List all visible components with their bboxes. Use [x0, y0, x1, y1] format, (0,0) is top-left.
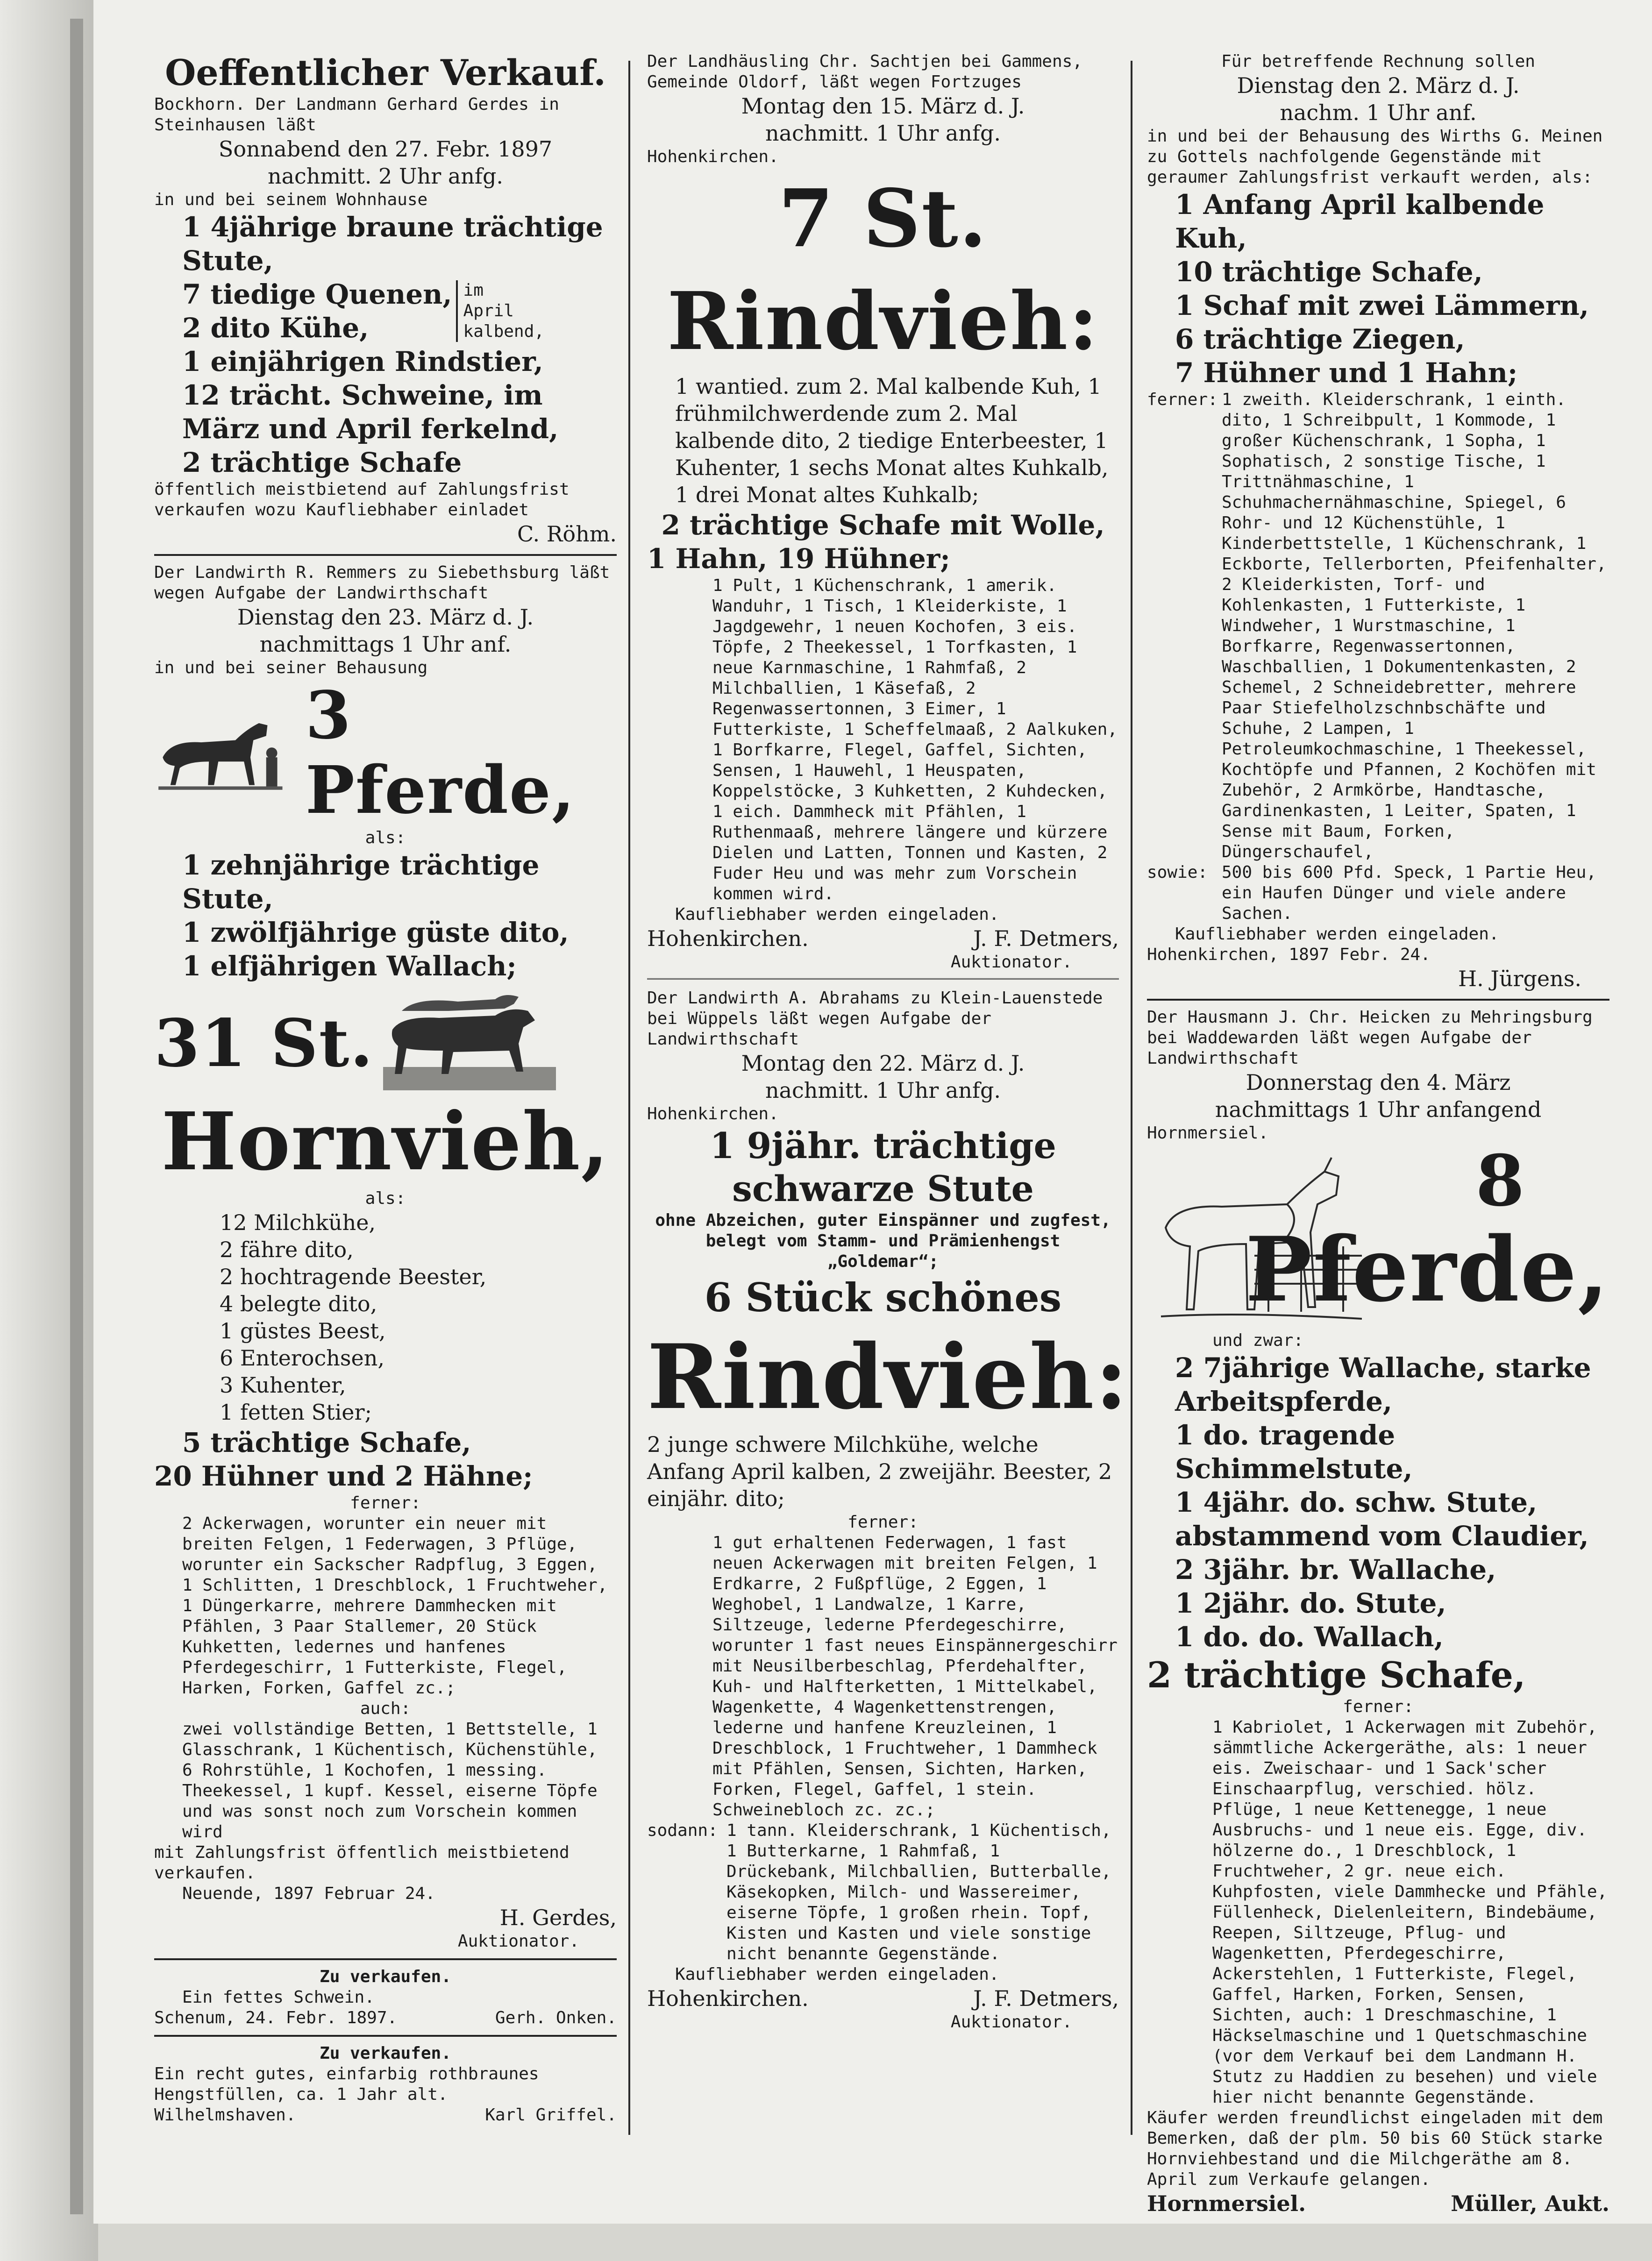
list-item: 1 Schaf mit zwei Lämmern,	[1175, 290, 1589, 321]
ad-heicken	[1147, 1007, 1609, 2217]
ad-juergens	[1147, 51, 1609, 992]
list-item: 1 fetten Stier;	[220, 1400, 372, 1425]
ad-date: Dienstag den 2. März d. J.	[1237, 73, 1520, 98]
horse-illustration	[154, 706, 287, 800]
list-item: 2 dito Kühe,	[182, 312, 369, 344]
place-date: Hohenkirchen, 1897 Febr. 24.	[1147, 945, 1431, 964]
list-item: 7 tiedige Quenen,	[182, 278, 452, 310]
ad-intro: Der Landwirth A. Abrahams zu Klein-Lauenstede bei Wüppels läßt wegen Aufgabe der Landwirthschaft	[647, 988, 1103, 1049]
list-item: 1 do. do. Wallach,	[1175, 1621, 1444, 1653]
list-item: 1 2jähr. do. Stute,	[1175, 1587, 1446, 1619]
sowie-text: 500 bis 600 Pfd. Speck, 1 Partie Heu, ein Haufen Dünger und viele andere Sachen.	[1222, 863, 1596, 923]
cattle-count: 6 Stück schönes	[704, 1274, 1062, 1321]
als-label: als:	[365, 828, 406, 847]
ferner-label: ferner:	[350, 1493, 421, 1513]
list-item: 1 güstes Beest,	[220, 1318, 386, 1344]
auch-text: zwei vollständige Betten, 1 Bettstelle, 1 Glasschrank, 1 Küchentisch, Küchenstühle, 6 Rohrstühle, 1 Kochofen, 1 messing. Theekessel, 1 kupf. Kessel, eiserne Töpfe und was sonst noch zum Vorschein kommen wird	[182, 1720, 598, 1842]
ferner-text: 1 gut erhaltenen Federwagen, 1 fast neuen Ackerwagen mit breiten Felgen, 1 Erdkarre, 2 Fußpflüge, 2 Eggen, 1 Weghobel, 1 Landwalze, 1 Karre, Siltzeuge, lederne Pferdegeschirre, worunter 1 fast neues Einspännergeschirr mit Neusilberbeschlag, Pferdehalfter, Kuh- und Halfterketten, 1 Mittelkabel, Wagenkette, 4 Wagenkettenstrengen, lederne und hanfene Kreuzleinen, 1 Dreschblock, 1 Fruchtweher, 1 Dammheck mit Pfählen, Sensen, Sichten, Harken, Forken, Flegel, Gaffel, 1 stein. Schweinebloch zc. zc.;	[712, 1533, 1118, 1820]
ad-text: Ein fettes Schwein.	[182, 1988, 375, 2007]
ad-title: Zu verkaufen.	[320, 1967, 451, 1986]
page-frame-rule	[70, 19, 83, 2214]
cattle-heading: Hornvieh,	[161, 1095, 610, 1188]
ad-time: nachm. 1 Uhr anf.	[1280, 100, 1477, 125]
ad-remmers	[154, 562, 617, 1952]
list-item: 20 Hühner und 2 Hähne;	[154, 1460, 533, 1492]
hens-line: 1 Hahn, 19 Hühner;	[647, 543, 950, 575]
ad-outro: mit Zahlungsfrist öffentlich meistbietend verkaufen.	[154, 1843, 570, 1883]
ad-place: in und bei der Behausung des Wirths G. Meinen zu Gottels nachfolgende Gegenstände mit geraumer Zahlungsfrist verkauft werden, als:	[1147, 127, 1603, 187]
place-date: Neuende, 1897 Februar 24.	[182, 1884, 435, 1903]
sowie-label: sowie:	[1147, 863, 1208, 882]
cattle-text: 1 wantied. zum 2. Mal kalbende Kuh, 1 frühmilchwerdende zum 2. Mal kalbende dito, 2 tiedige Enterbeester, 1 Kuhenter, 1 sechs Monat altes Kuhkalb, 1 drei Monat altes Kuhkalb;	[675, 374, 1109, 507]
list-item: 1 zwölfjährige güste dito,	[182, 917, 569, 948]
ad-abrahams	[647, 988, 1129, 2033]
signature-title: Auktionator.	[457, 1932, 579, 1951]
ad-place: Hohenkirchen.	[647, 1986, 809, 2011]
ad-place: in und bei seiner Behausung	[154, 658, 428, 677]
ad-date: Montag den 15. März d. J.	[741, 93, 1025, 119]
cattle-illustration	[374, 992, 561, 1095]
ad-zu-verkaufen-1	[154, 1967, 617, 2028]
list-item: 1 4jähr. do. schw. Stute, abstammend vom Claudier,	[1175, 1486, 1589, 1552]
ad-time: nachmitt. 1 Uhr anfg.	[765, 121, 1001, 146]
list-item: 1 einjährigen Rindstier,	[182, 346, 543, 377]
list-item: 1 do. tragende Schimmelstute,	[1175, 1419, 1413, 1485]
list-item: 1 4jährige braune trächtige Stute,	[182, 211, 603, 277]
list-item: 5 trächtige Schafe,	[182, 1427, 471, 1458]
ad-signature: Karl Griffel.	[485, 2105, 617, 2125]
signature-title: Auktionator.	[950, 2012, 1072, 2032]
ad-place: Hornmersiel.	[1147, 2191, 1306, 2216]
list-item: 1 elfjährigen Wallach;	[182, 950, 517, 982]
list-item: 12 Milchkühe,	[220, 1210, 376, 1235]
ferner-label: ferner:	[847, 1513, 919, 1532]
ad-signature: H. Gerdes,	[499, 1905, 617, 1930]
place-date: Schenum, 24. Febr. 1897.	[154, 2008, 398, 2027]
ad-signature: Gerh. Onken.	[495, 2008, 617, 2027]
ad-oeffentlicher-verkauf	[154, 51, 617, 547]
ad-place: in und bei seinem Wohnhause	[154, 190, 428, 209]
sheep-line: 2 trächtige Schafe,	[1147, 1654, 1526, 1696]
list-item: 6 trächtige Ziegen,	[1175, 323, 1465, 355]
ad-signature: H. Jürgens.	[1458, 966, 1581, 991]
column-rule	[628, 61, 630, 2135]
horses-heading: 3 Pferde,	[305, 677, 576, 829]
list-item: 12 trächt. Schweine, im März und April ferkelnd,	[182, 379, 559, 445]
ad-title: Oeffentlicher Verkauf.	[165, 52, 606, 93]
ad-text: Ein recht gutes, einfarbig rothbraunes Hengstfüllen, ca. 1 Jahr alt.	[154, 2064, 539, 2104]
list-item: 2 fähre dito,	[220, 1237, 354, 1262]
horses-heading: Pferde,	[1245, 1217, 1609, 1322]
als-label: als:	[365, 1189, 406, 1208]
list-item: 3 Kuhenter,	[220, 1372, 346, 1398]
ad-intro: Der Landwirth R. Remmers zu Siebethsburg läßt wegen Aufgabe der Landwirthschaft	[154, 563, 610, 603]
mare-heading: 1 9jähr. trächtige schwarze Stute	[710, 1125, 1056, 1209]
list-item: 1 zehnjährige trächtige Stute,	[182, 849, 540, 915]
list-item: 2 trächtige Schafe	[182, 447, 462, 478]
ad-signature: J. F. Detmers,	[973, 1986, 1119, 2011]
ad-intro: Der Hausmann J. Chr. Heicken zu Mehringsburg bei Waddewarden läßt wegen Aufgabe der Landwirthschaft	[1147, 1008, 1593, 1068]
binding-edge	[0, 0, 98, 2261]
ad-date: Sonnabend den 27. Febr. 1897	[218, 136, 553, 162]
ad-time: nachmittags 1 Uhr anfangend	[1215, 1097, 1542, 1122]
ad-intro: Für betreffende Rechnung sollen	[1221, 52, 1535, 71]
ferner-label: ferner:	[1343, 1697, 1414, 1716]
ad-time: nachmittags 1 Uhr anf.	[259, 632, 512, 657]
list-item: 2 hochtragende Beester,	[220, 1264, 487, 1289]
ad-place: Hohenkirchen.	[647, 147, 779, 166]
ad-signature: J. F. Detmers,	[973, 926, 1119, 951]
list-item: 7 Hühner und 1 Hahn;	[1175, 357, 1518, 389]
ad-place: Hohenkirchen.	[647, 926, 809, 951]
und-zwar-label: und zwar:	[1212, 1331, 1304, 1350]
ad-intro: Der Landhäusling Chr. Sachtjen bei Gammens, Gemeinde Oldorf, läßt wegen Fortzuges	[647, 52, 1082, 92]
column-rule	[1131, 61, 1132, 2135]
column-2	[647, 51, 1129, 2033]
ad-intro: Bockhorn. Der Landmann Gerhard Gerdes in Steinhausen läßt	[154, 95, 559, 135]
invite: Kaufliebhaber werden eingeladen.	[675, 905, 999, 924]
list-item: 10 trächtige Schafe,	[1175, 256, 1483, 288]
ad-sachtjen	[647, 51, 1119, 973]
cattle-heading: 7 St. Rindvieh:	[667, 172, 1099, 368]
sodann-label: sodann:	[647, 1821, 718, 1840]
ad-date: Montag den 22. März d. J.	[741, 1051, 1025, 1076]
ferner-text: 1 Kabriolet, 1 Ackerwagen mit Zubehör, sämmtliche Ackergeräthe, als: 1 neuer eis. Zweischaar- und 1 Sack'scher Einschaarpflug, verschied. hölz. Pflüge, 1 neue Kettenegge, 1 neue Ausbruchs- und 1 neue eis. Egge, div. hölzerne do., 1 Dreschblock, 1 Fruchtweher, 2 gr. neue eich. Kuhpfosten, viele Dammhecke und Pfähle, Füllenheck, Dielenleitern, Bindebäume, Reepen, Siltzeuge, Pflug- und Wagenketten, Pferdegeschirre, Ackerstehlen, 1 Futterkiste, Flegel, Gaffel, Harken, Forken, Sensen, Sichten, auch: 1 Dreschmaschine, 1 Häckselmaschine und 1 Quetschmaschine (vor dem Verkauf bei dem Landmann H. Stutz zu Haddien zu besehen) und viele hier nicht benannte Gegenstände.	[1212, 1718, 1608, 2107]
ad-signature: C. Röhm.	[517, 521, 617, 547]
cattle-count: 31 St.	[154, 1005, 374, 1082]
brace-note: im April kalbend,	[456, 280, 543, 342]
ad-signature: Müller, Aukt.	[1451, 2191, 1609, 2216]
auch-label: auch:	[360, 1699, 411, 1718]
horse-count: 8	[1475, 1140, 1525, 1222]
ad-zu-verkaufen-2	[154, 2043, 617, 2126]
ferner-text: 2 Ackerwagen, worunter ein neuer mit breiten Felgen, 1 Federwagen, 3 Pflüge, worunter ein Sackscher Radpflug, 3 Eggen, 1 Schlitten, 1 Dreschblock, 1 Fruchtweher, 1 Düngerkarre, mehrere Dammhecken mit Pfählen, 3 Paar Stallemer, 20 Stück Kuhketten, ledernes und hanfenes Pferdegeschirr, 1 Futterkiste, Flegel, Harken, Forken, Gaffel zc.;	[182, 1514, 608, 1698]
invite: Kaufliebhaber werden eingeladen.	[675, 1965, 999, 1984]
column-1	[154, 51, 617, 2126]
ad-time: nachmitt. 1 Uhr anfg.	[765, 1078, 1001, 1103]
ad-place: Hohenkirchen.	[647, 1104, 779, 1123]
ad-date: Donnerstag den 4. März	[1246, 1070, 1511, 1095]
invite: Kaufliebhaber werden eingeladen.	[1175, 924, 1499, 944]
list-item: 1 Anfang April kalbende Kuh,	[1175, 189, 1545, 254]
ad-place: Hornmersiel.	[1147, 1123, 1269, 1143]
ferner-text: 1 zweith. Kleiderschrank, 1 einth. dito, 1 Schreibpult, 1 Kommode, 1 großer Küchenschrank, 1 Sopha, 1 Sophatisch, 2 sonstige Tische, 1 Trittnähmaschine, 1 Schuhmachernähmaschine, Spiegel, 6 Rohr- und 12 Küchenstühle, 1 Kinderbettstelle, 1 Küchenschrank, 1 Eckborte, Tellerborten, Pfeifenhalter, 2 Kleiderkisten, Torf- und Kohlenkasten, 1 Futterkiste, 1 Windweher, 1 Wurstmaschine, 1 Borfkarre, Regenwassertonnen, Waschballien, 1 Dokumentenkasten, 2 Schemel, 2 Schneidebretter, mehrere Paar Stiefelholzschnbschäfte und Schuhe, 2 Lampen, 1 Petroleumkochmaschine, 1 Theekessel, Kochtöpfe und Pfannen, 2 Kochöfen mit Zubehör, 2 Armkörbe, Handtasche, Gardinenkasten, 1 Leiter, Spaten, 1 Sense mit Baum, Forken, Düngerschaufel,	[1222, 390, 1607, 861]
ad-outro: Käufer werden freundlichst eingeladen mit dem Bemerken, daß der plm. 50 bis 60 Stück starke Hornviehbestand und die Milchgeräthe am 8. April zum Verkaufe gelangen.	[1147, 2108, 1603, 2189]
ad-place: Wilhelmshaven.	[154, 2105, 296, 2125]
list-item: 4 belegte dito,	[220, 1291, 377, 1316]
ad-title: Zu verkaufen.	[320, 2044, 451, 2063]
cattle-text: 2 junge schwere Milchkühe, welche Anfang April kalben, 2 zweijähr. Beester, 2 einjähr. dito;	[647, 1432, 1112, 1511]
ad-outro: öffentlich meistbietend auf Zahlungsfrist verkaufen wozu Kaufliebhaber einladet	[154, 480, 570, 519]
cattle-heading: Rindvieh:	[647, 1325, 1129, 1429]
column-3	[1147, 51, 1609, 2217]
sodann-text: 1 tann. Kleiderschrank, 1 Küchentisch, 1 Butterkarne, 1 Rahmfaß, 1 Drückebank, Milchballien, Butterballe, Käsekopken, Milch- und Wassereimer, eiserne Töpfe, 1 großen rhein. Topf, Kisten und Kasten und viele sonstige nicht benannte Gegenstände.	[726, 1821, 1111, 1963]
list-item: 6 Enterochsen,	[220, 1345, 385, 1371]
signature-title: Auktionator.	[950, 953, 1072, 972]
list-item: 2 3jähr. br. Wallache,	[1175, 1554, 1496, 1586]
ad-date: Dienstag den 23. März d. J.	[237, 604, 534, 630]
mare-desc: ohne Abzeichen, guter Einspänner und zugfest, belegt vom Stamm- und Prämienhengst „Goldemar“;	[655, 1211, 1111, 1271]
ad-time: nachmitt. 2 Uhr anfg.	[267, 164, 504, 189]
ferner-label: ferner:	[1147, 390, 1218, 409]
list-item: 2 7jährige Wallache, starke Arbeitspferde,	[1175, 1352, 1591, 1417]
ferner-text: 1 Pult, 1 Küchenschrank, 1 amerik. Wanduhr, 1 Tisch, 1 Kleiderkiste, 1 Jagdgewehr, 1 neuen Kochofen, 3 eis. Töpfe, 2 Theekessel, 1 Torfkasten, 1 neue Karnmaschine, 1 Rahmfaß, 2 Milchballien, 1 Käsefaß, 2 Regenwassertonnen, 3 Eimer, 1 Futterkiste, 1 Scheffelmaaß, 2 Aalkuken, 1 Borfkarre, Flegel, Gaffel, Sichten, Sensen, 1 Hauwehl, 1 Heuspaten, Koppelstöcke, 3 Kuhketten, 2 Kuhdecken, 1 eich. Dammheck mit Pfählen, 1 Ruthenmaaß, mehrere längere und kürzere Dielen und Latten, Tonnen und Kasten, 2 Fuder Heu und was mehr zum Vorschein kommen wird.	[712, 576, 1118, 903]
sheep-line: 2 trächtige Schafe mit Wolle,	[661, 509, 1105, 541]
